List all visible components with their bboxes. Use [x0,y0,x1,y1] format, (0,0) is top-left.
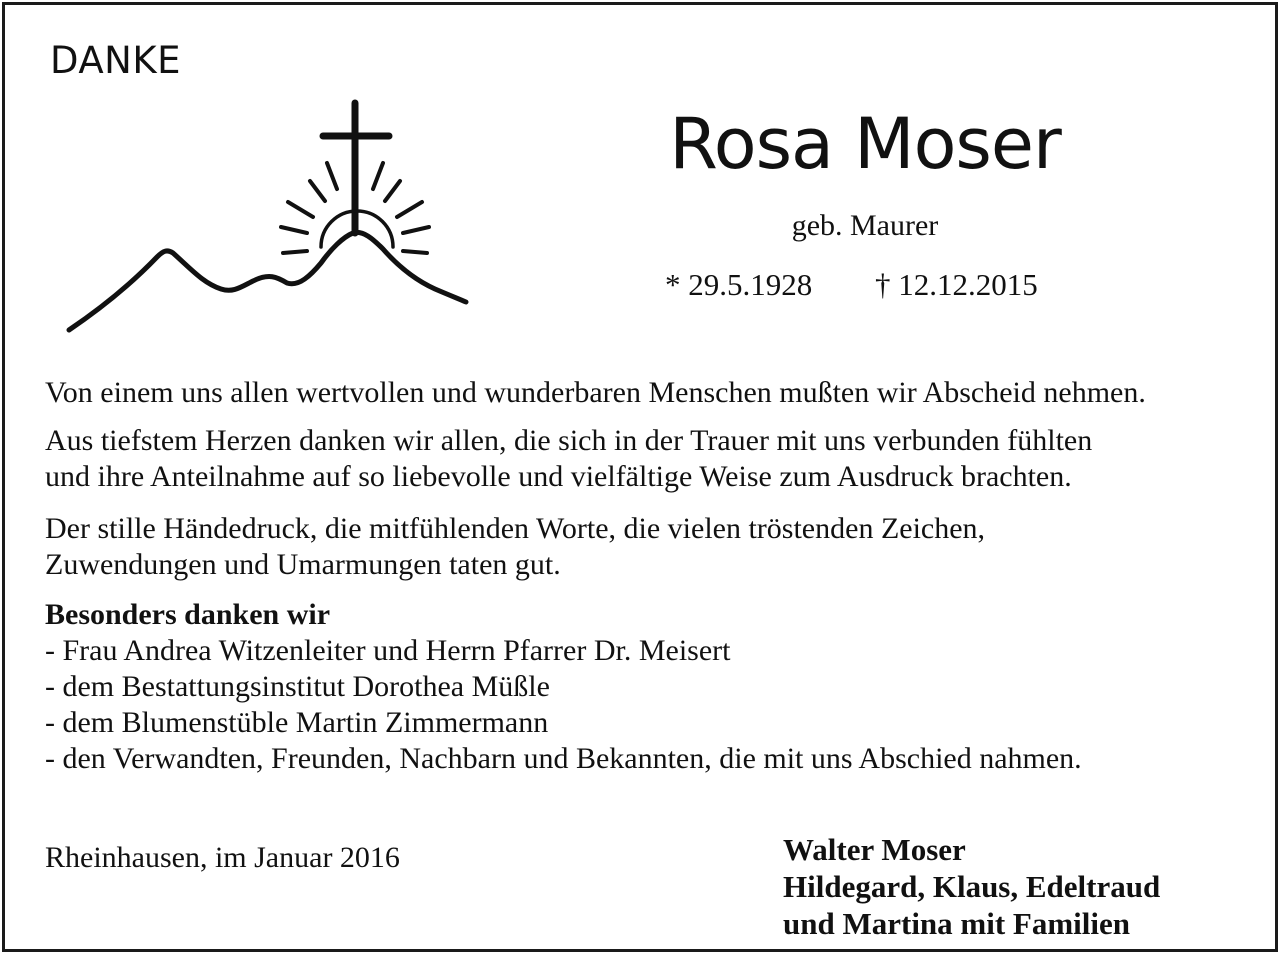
thanks-list [45,633,1245,777]
message-body [45,375,1245,777]
danke-heading: DANKE [50,39,181,82]
signer-line: Hildegard, Klaus, Edeltraud [783,869,1161,904]
message-line: Der stille Händedruck, die mitfühlenden Worte, die vielen tröstenden Zeichen, [45,512,986,545]
message-line: Aus tiefstem Herzen danken wir allen, die sich in der Trauer mit uns verbunden fühlten [45,424,1093,457]
message-paragraph: Von einem uns allen wertvollen und wunderbaren Menschen mußten wir Abscheid nehmen. [45,376,1146,409]
signers [783,831,1160,942]
obituary-card [2,2,1278,952]
thanks-heading: Besonders danken wir [45,598,331,631]
list-item: - den Verwandten, Freunden, Nachbarn und Bekannten, die mit uns Abschied nahmen. [45,742,1082,775]
place-date: Rheinhausen, im Januar 2016 [45,841,400,874]
list-item: - dem Blumenstüble Martin Zimmermann [45,706,549,739]
list-item: - Frau Andrea Witzenleiter und Herrn Pfarrer Dr. Meisert [45,634,731,667]
cross-sunrise-mountains-icon [63,97,473,339]
death-date: † 12.12.2015 [875,267,1038,302]
deceased-name: Rosa Moser [669,103,1061,185]
signer-line: Walter Moser [783,832,966,867]
birth-date: * 29.5.1928 [665,267,813,302]
message-line: Zuwendungen und Umarmungen taten gut. [45,548,561,581]
signer-line: und Martina mit Familien [783,906,1131,941]
message-line: und ihre Anteilnahme auf so liebevolle und vielfältige Weise zum Ausdruck brachten. [45,460,1072,493]
list-item: - dem Bestattungsinstitut Dorothea Müßle [45,670,550,703]
birth-name: geb. Maurer [791,209,939,242]
